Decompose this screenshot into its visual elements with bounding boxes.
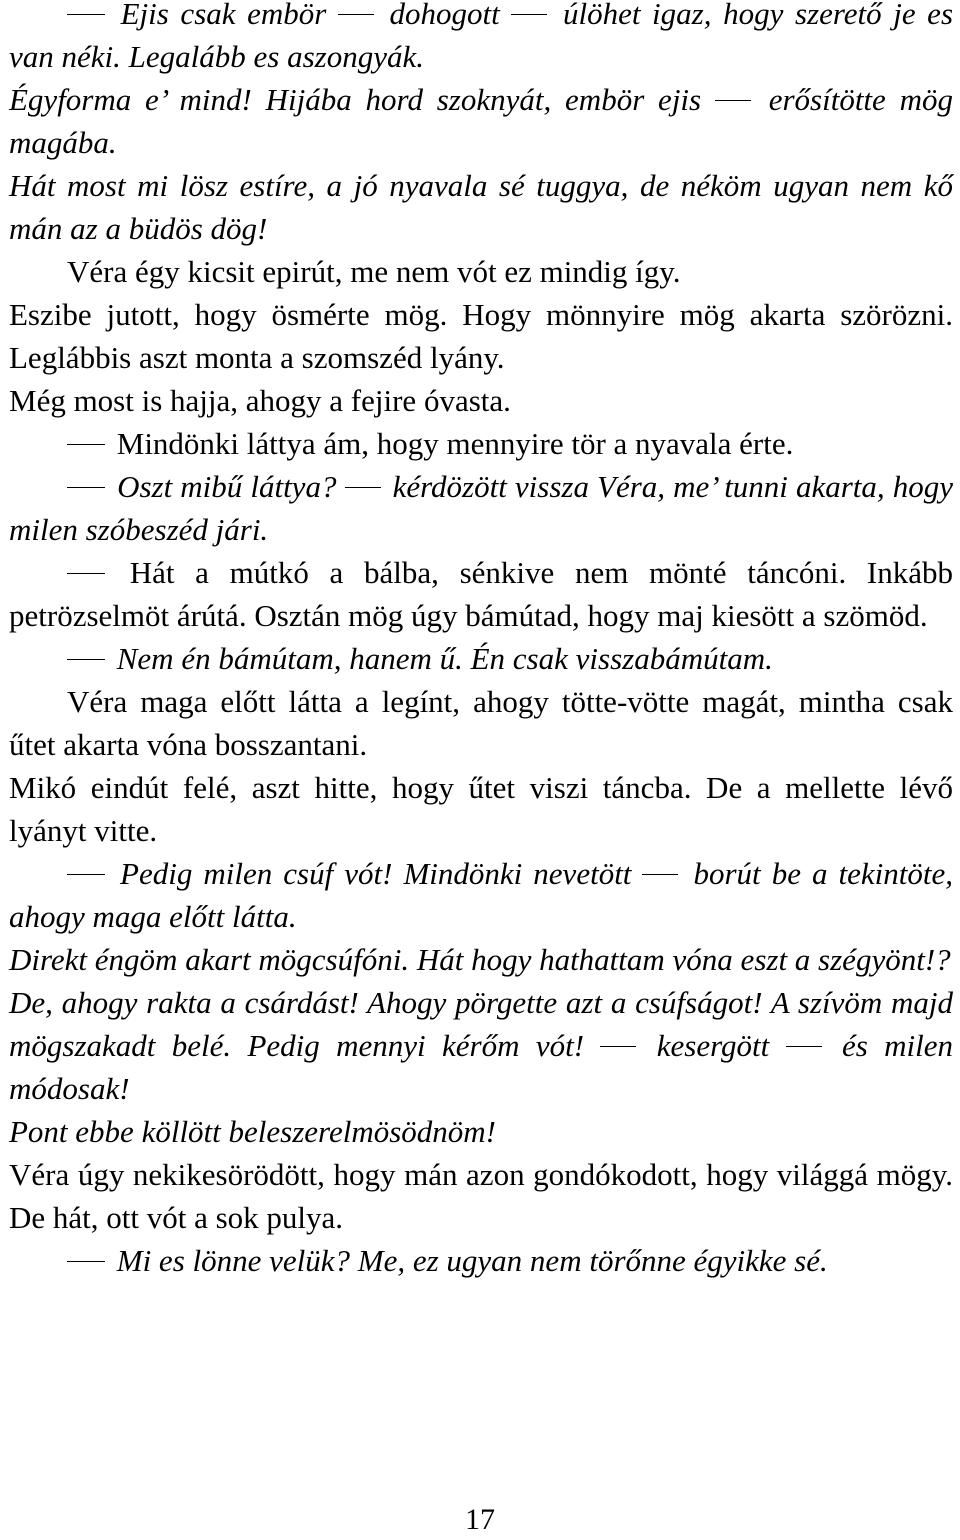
text-span: Eszibe jutott, hogy ösmérte mög. Hogy mönnyire mög akarta szörözni. Leglábbis aszt monta a szomszéd lyány. [9,297,953,375]
italic-text: Égyforma e’ mind! Hijába hord szoknyát, embör ejis [9,82,715,117]
body-text [9,0,953,1282]
italic-text: erősítötte mög magába. [9,82,953,160]
text-span: Véra égy kicsit epirút, me nem vót ez mindig így. [67,254,681,289]
text-span: Mindönki láttya ám, hogy mennyire tör a nyavala érte. [116,426,794,461]
dialogue-dash [67,659,105,660]
paragraph [9,680,953,766]
dialogue-dash [67,1261,105,1262]
italic-text: úlöhet igaz, hogy szerető je es van néki. Legalább es aszongyák. [9,0,954,74]
text-span: Véra maga előtt látta a legínt, ahogy tötte-vötte magát, mintha csak űtet akarta vóna bosszantani. [9,684,953,762]
paragraph [9,250,953,293]
inline-dash [511,14,547,15]
italic-text: Oszt mibű láttya? [117,469,345,504]
paragraph [9,981,953,1110]
italic-text: Hát most mi lösz estíre, a jó nyavala sé tuggya, de néköm ugyan nem kő mán az a büdös dög! [9,168,953,246]
paragraph [9,379,953,422]
dialogue-dash [67,487,105,488]
italic-text: Mi es lönne velük? Me, ez ugyan nem törőnne égyikke sé. [116,1243,828,1278]
italic-text: Pont ebbe köllött beleszerelmösödnöm! [9,1114,496,1149]
italic-text: kesergött [640,1028,786,1063]
paragraph [9,1153,953,1239]
paragraph [9,78,953,164]
dialogue-dash [67,573,105,574]
dialogue-dash [67,444,105,445]
paragraph [9,0,953,78]
text-span: Hát a mútkó a bálba, sénkive nem mönté táncóni. Inkább petrözselmöt árútá. Osztán mög úgy bámútad, hogy maj kiesött a szömöd. [9,555,954,633]
paragraph [9,1239,953,1282]
paragraph [9,1110,953,1153]
paragraph [9,852,953,938]
italic-text: kérdözött vissza Véra, me’ tunni akarta, hogy milen szóbeszéd jári. [9,469,954,547]
paragraph [9,766,953,852]
italic-text: dohogott [377,0,512,31]
italic-text: De, ahogy rakta a csárdást! Ahogy pörgette azt a csúfságot! A szívöm majd mögszakadt belé. Pedig mennyi kérőm vót! [9,985,953,1063]
inline-dash [338,14,374,15]
inline-dash [786,1046,822,1047]
inline-dash [600,1046,636,1047]
italic-text: Ejis csak embör [120,0,338,31]
paragraph [9,293,953,379]
italic-text: Pedig milen csúf vót! Mindönki nevetött [120,856,643,891]
paragraph [9,938,953,981]
page-number: 17 [465,1503,495,1536]
italic-text: borút be a tekintöte, ahogy maga előtt látta. [9,856,953,934]
inline-dash [642,874,678,875]
text-span: Véra úgy nekikesörödött, hogy mán azon gondókodott, hogy világgá mögy. De hát, ott vót a sok pulya. [9,1157,953,1235]
italic-text: Direkt éngöm akart mögcsúfóni. Hát hogy hathattam vóna eszt a szégyönt!? [9,942,951,977]
paragraph [9,422,953,465]
paragraph [9,465,953,551]
italic-text: Nem én bámútam, hanem ű. Én csak visszabámútam. [116,641,773,676]
paragraph [9,637,953,680]
dialogue-dash [67,14,105,15]
inline-dash [345,487,381,488]
inline-dash [715,100,751,101]
text-span: Még most is hajja, ahogy a fejire óvasta. [9,383,511,418]
text-span: Mikó eindút felé, aszt hitte, hogy űtet viszi táncba. De a mellette lévő lyányt vitte. [9,770,953,848]
dialogue-dash [67,874,105,875]
italic-text: és milen módosak! [9,1028,953,1106]
paragraph [9,164,953,250]
paragraph [9,551,953,637]
